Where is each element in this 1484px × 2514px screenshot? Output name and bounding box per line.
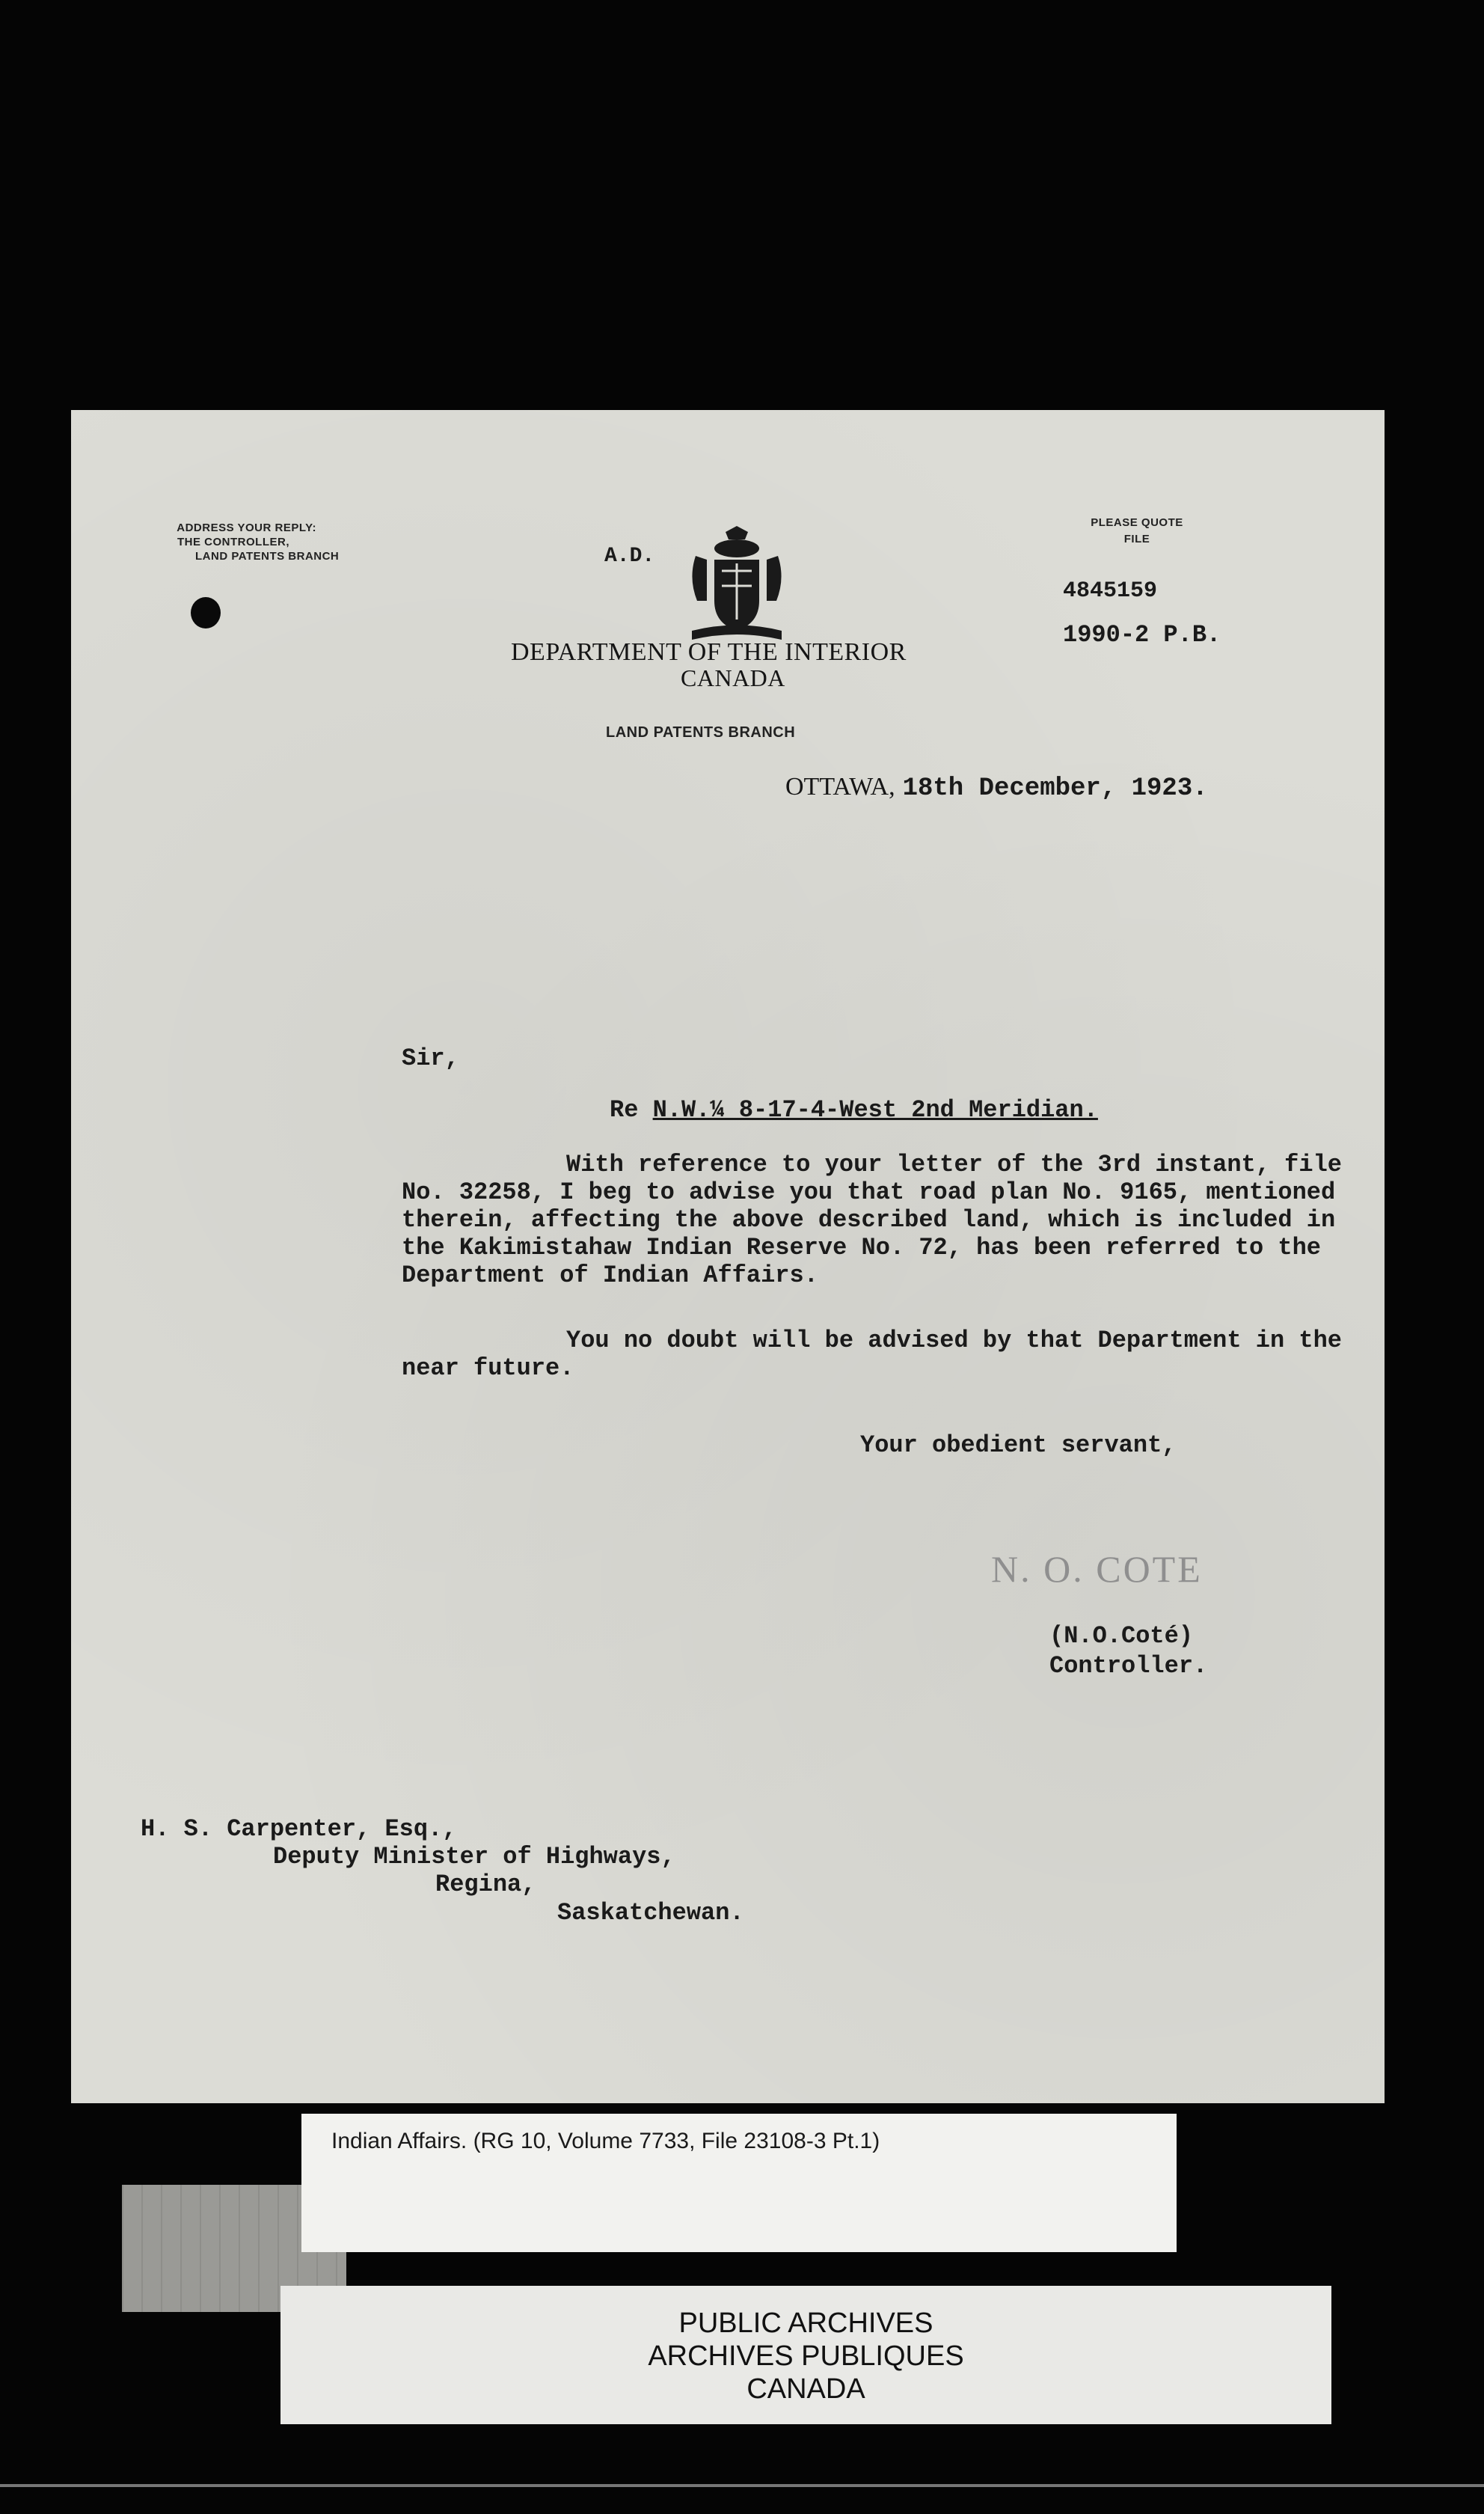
letter-page xyxy=(71,410,1385,2103)
closing: Your obedient servant, xyxy=(860,1431,1177,1459)
signatory-name: (N.O.Coté) xyxy=(1049,1622,1194,1650)
reply-line-2: THE CONTROLLER, xyxy=(177,536,289,548)
body-paragraph-1: With reference to your letter of the 3rd instant, file No. 32258, I beg to advise you that road plan No. 9165, mentioned therein, affecting the above described land, which is included in the Kakimistahaw Indian Reserve No. 72, has been referred to the Department of Indian Affairs. xyxy=(402,1151,1342,1289)
archive-stamp xyxy=(280,2286,1331,2424)
signatory-title: Controller. xyxy=(1049,1652,1208,1680)
addressee-city: Regina, xyxy=(435,1871,536,1898)
archive-file-reference: Indian Affairs. (RG 10, Volume 7733, File 23108-3 Pt.1) xyxy=(331,2129,880,2153)
archive-stamp-line-3: CANADA xyxy=(746,2373,865,2405)
reply-line-3: LAND PATENTS BRANCH xyxy=(195,550,340,563)
addressee-province: Saskatchewan. xyxy=(557,1899,744,1927)
reply-line-1: ADDRESS YOUR REPLY: xyxy=(177,522,316,534)
re-subject: N.W.¼ 8-17-4-West 2nd Meridian. xyxy=(652,1096,1098,1124)
archive-file-label xyxy=(301,2114,1177,2252)
file-label: FILE xyxy=(1123,533,1150,545)
dateline xyxy=(785,773,1208,803)
reference-number: 1990-2 P.B. xyxy=(1063,621,1221,649)
reply-address-block xyxy=(167,521,340,563)
coat-of-arms-icon xyxy=(681,526,793,642)
salutation: Sir, xyxy=(402,1045,459,1072)
re-label: Re xyxy=(610,1096,639,1124)
signature-stamp: N. O. COTE xyxy=(991,1548,1203,1590)
ad-mark: A.D. xyxy=(604,545,655,568)
file-number: 4845159 xyxy=(1063,578,1158,604)
re-line xyxy=(610,1096,1098,1124)
punch-hole xyxy=(191,597,221,628)
city: OTTAWA, xyxy=(785,773,895,801)
country-name: CANADA xyxy=(681,664,785,691)
branch-name: LAND PATENTS BRANCH xyxy=(606,724,796,741)
addressee-name: H. S. Carpenter, Esq., xyxy=(141,1815,457,1843)
letter-date: 18th December, 1923. xyxy=(902,774,1208,803)
archive-stamp-line-1: PUBLIC ARCHIVES xyxy=(678,2307,933,2339)
addressee-title: Deputy Minister of Highways, xyxy=(273,1843,675,1871)
please-quote-block xyxy=(1066,515,1208,548)
page-edge-notch xyxy=(1385,995,1418,1190)
please-quote-label: PLEASE QUOTE xyxy=(1091,516,1183,529)
department-name: DEPARTMENT OF THE INTERIOR xyxy=(511,638,907,666)
body-paragraph-2: You no doubt will be advised by that Department in the near future. xyxy=(402,1327,1342,1382)
frame-bottom-line xyxy=(0,2484,1484,2487)
archive-stamp-line-2: ARCHIVES PUBLIQUES xyxy=(648,2340,964,2372)
